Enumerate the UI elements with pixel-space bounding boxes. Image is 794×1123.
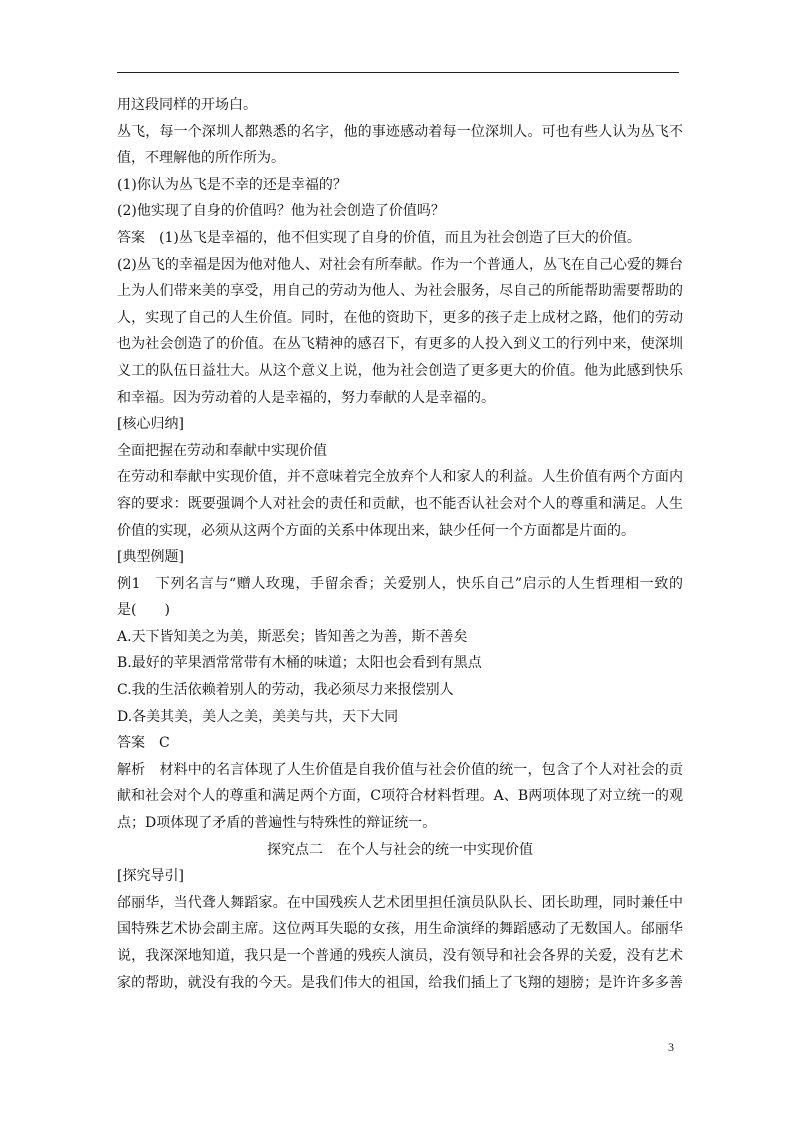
header-rule [117, 72, 679, 73]
text-line: 献和社会对个人的尊重和满足两个方面，C项符合材料哲理。A、B两项体现了对立统一的观 [117, 788, 683, 805]
text-line: 说，我深深地知道，我只是一个普通的残疾人演员，没有领导和社会各界的关爱，没有艺术 [117, 948, 683, 964]
text-line: 和幸福。因为劳动着的人是幸福的，努力奉献的人是幸福的。 [117, 389, 495, 406]
text-line: 答案 (1)丛飞是幸福的，他不但实现了自身的价值，而且为社会创造了巨大的价值。 [117, 229, 641, 246]
text-line: (2)丛飞的幸福是因为他对他人、对社会有所奉献。作为一个普通人，丛飞在自己心爱的舞台 [117, 256, 683, 273]
section-heading: 探究点二 在个人与社会的统一中实现价值 [267, 841, 533, 858]
text-line: [典型例题] [117, 549, 184, 566]
text-line: 点；D项体现了矛盾的普遍性与特殊性的辩证统一。 [117, 815, 437, 832]
text-line: 在劳动和奉献中实现价值，并不意味着完全放弃个人和家人的利益。人生价值有两个方面内 [117, 469, 683, 486]
text-line: A.天下皆知美之为美，斯恶矣；皆知善之为善，斯不善矣 [117, 628, 468, 645]
text-line: 用这段同样的开场白。 [117, 97, 257, 113]
text-line: 答案 C [117, 735, 170, 752]
text-line: 容的要求：既要强调个人对社会的责任和贡献，也不能否认社会对个人的尊重和满足。人生 [117, 495, 683, 512]
text-line: C.我的生活依赖着别人的劳动，我必须尽力来报偿别人 [117, 682, 454, 699]
page-number: 3 [668, 1040, 674, 1054]
text-line: 解析 材料中的名言体现了人生价值是自我价值与社会价值的统一，包含了个人对社会的贡 [117, 761, 683, 778]
text-line: 例1 下列名言与“赠人玫瑰，手留余香；关爱别人，快乐自己”启示的人生哲理相一致的 [117, 575, 683, 592]
text-line: (2)他实现了自身的价值吗？他为社会创造了价值吗？ [117, 203, 445, 220]
text-line: 全面把握在劳动和奉献中实现价值 [117, 442, 327, 459]
text-line: 国特殊艺术协会副主席。这位两耳失聪的女孩，用生命演绎的舞蹈感动了无数国人。邰丽华 [117, 921, 683, 938]
text-line: 人，实现了自己的人生价值。同时，在他的资助下，更多的孩子走上成材之路，他们的劳动 [117, 309, 683, 326]
text-line: 上为人们带来美的享受，用自己的劳动为他人、为社会服务，尽自己的所能帮助需要帮助的 [117, 283, 683, 300]
text-line: 是( ) [117, 602, 170, 619]
text-line: B.最好的苹果酒常常带有木桶的味道；太阳也会看到有黑点 [117, 655, 482, 672]
document-body [117, 92, 683, 996]
text-line: 家的帮助，就没有我的今天。是我们伟大的祖国，给我们插上了飞翔的翅膀；是许许多多善 [117, 974, 683, 991]
text-line: 义工的队伍日益壮大。从这个意义上说，他为社会创造了更多更大的价值。他为此感到快乐 [117, 362, 683, 379]
text-line: 价值的实现，必须从这两个方面的关系中体现出来，缺少任何一个方面都是片面的。 [117, 522, 635, 539]
text-line: [探究导引] [117, 868, 184, 885]
text-line: (1)你认为丛飞是不幸的还是幸福的？ [117, 176, 347, 193]
text-line: D.各美其美，美人之美，美美与共，天下大同 [117, 708, 399, 725]
text-line: 也为社会创造了的价值。在丛飞精神的感召下，有更多的人投入到义工的行列中来，使深圳 [117, 336, 683, 353]
text-line: 丛飞，每一个深圳人都熟悉的名字，他的事迹感动着每一位深圳人。可也有些人认为丛飞不 [117, 123, 683, 140]
text-line: 邰丽华，当代聋人舞蹈家。在中国残疾人艺术团里担任演员队队长、团长助理，同时兼任中 [117, 894, 683, 911]
text-line: [核心归纳] [117, 416, 184, 433]
text-line: 值，不理解他的所作所为。 [117, 150, 285, 167]
